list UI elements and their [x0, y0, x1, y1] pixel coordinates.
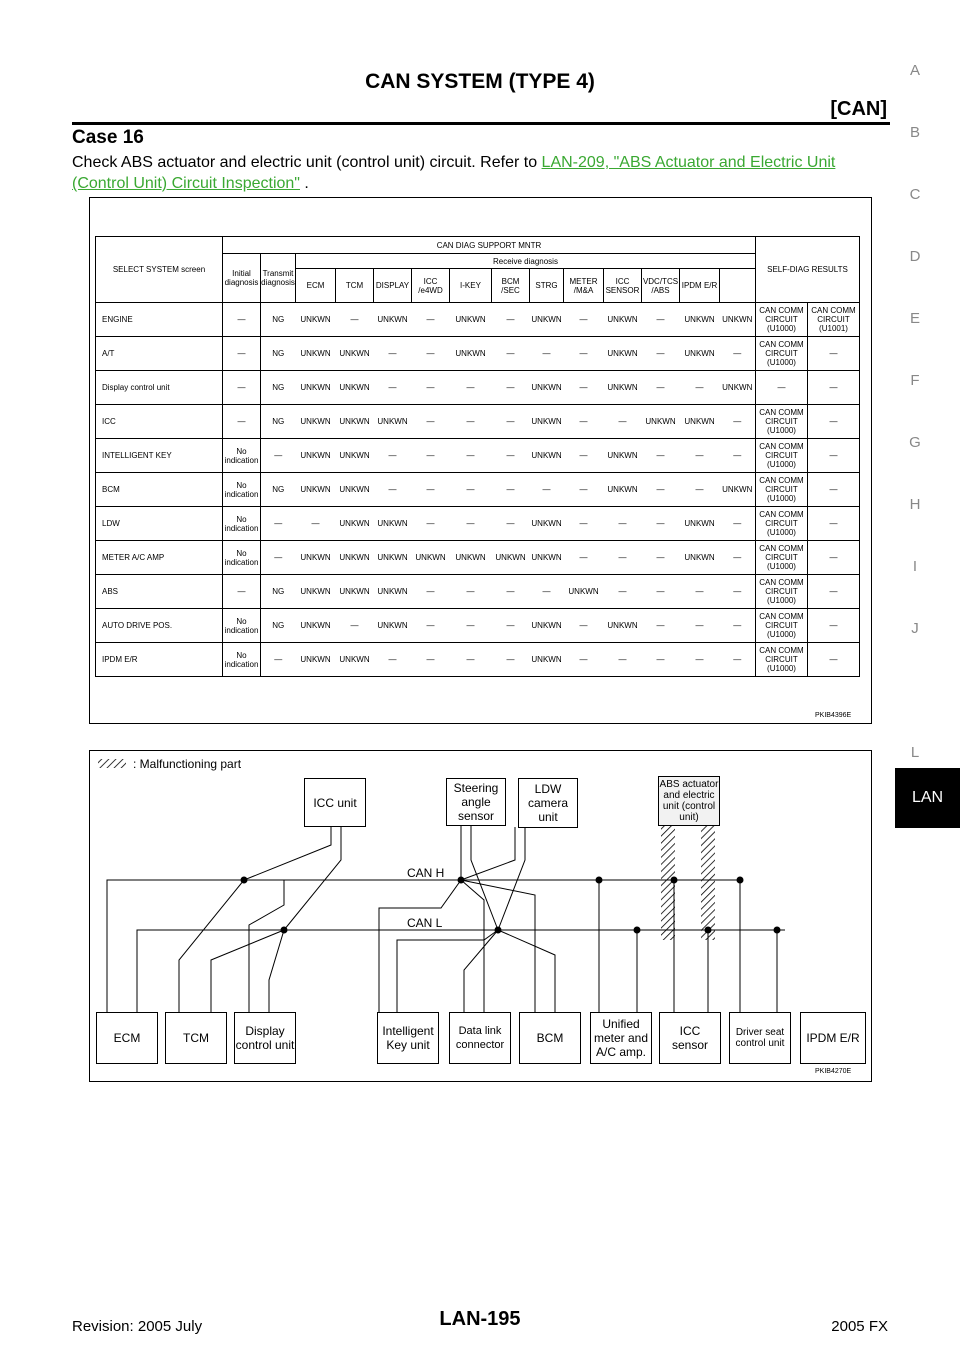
can-h-label: CAN H [407, 866, 445, 880]
diag-cell: — [642, 541, 680, 575]
self-diag-cell: CAN COMM CIRCUIT (U1001) [808, 303, 860, 337]
diag-cell: — [223, 337, 261, 371]
diag-cell: UNKWN [530, 405, 564, 439]
diag-cell: — [450, 473, 492, 507]
diag-cell: — [492, 439, 530, 473]
intro-before: Check ABS actuator and electric unit (control unit) circuit. Refer to [72, 154, 542, 171]
table-row [96, 405, 860, 439]
figure-code-diagram: PKIB4270E [815, 1068, 852, 1075]
index-tab-lan[interactable]: LAN [895, 768, 960, 828]
abs-wire-l-hatch [701, 820, 715, 940]
diag-cell: UNKWN [604, 439, 642, 473]
diag-cell: — [564, 643, 604, 677]
diag-cell: UNKWN [680, 507, 720, 541]
diag-cell: UNKWN [296, 541, 336, 575]
self-diag-cell: CAN COMM CIRCUIT (U1000) [756, 473, 808, 507]
diag-cell: — [412, 643, 450, 677]
legend-hatch-swatch [98, 759, 126, 768]
diag-cell: NG [261, 371, 296, 405]
diag-cell: — [412, 473, 450, 507]
diag-cell: UNKWN [530, 371, 564, 405]
diag-cell: — [261, 643, 296, 677]
diag-cell: — [374, 473, 412, 507]
diag-cell: — [680, 609, 720, 643]
diag-cell: NG [261, 609, 296, 643]
head-self-diag: SELF-DIAG RESULTS [756, 237, 860, 303]
diag-cell: UNKWN [530, 643, 564, 677]
row-system-name: IPDM E/R [96, 643, 223, 677]
receive-col-header: TCM [336, 269, 374, 303]
diag-cell: — [680, 371, 720, 405]
self-diag-cell: — [808, 337, 860, 371]
self-diag-cell: CAN COMM CIRCUIT (U1000) [756, 575, 808, 609]
diag-cell: — [642, 303, 680, 337]
diag-cell: UNKWN [336, 643, 374, 677]
diag-cell: — [604, 507, 642, 541]
diag-cell: — [412, 507, 450, 541]
diag-cell: — [492, 303, 530, 337]
diag-cell: UNKWN [296, 439, 336, 473]
junction-dot [705, 927, 712, 934]
diag-cell: — [412, 405, 450, 439]
diag-cell: — [564, 371, 604, 405]
wire-bcm-l [498, 930, 555, 1012]
diag-cell: — [642, 643, 680, 677]
wire-icc-l [284, 827, 341, 930]
diag-cell: UNKWN [296, 575, 336, 609]
diag-cell: — [720, 439, 756, 473]
head-support-monitor: CAN DIAG SUPPORT MNTR [223, 237, 756, 254]
diag-cell: — [530, 473, 564, 507]
diag-cell: — [450, 405, 492, 439]
unit-intelligent-key: Intelligent Key unit [377, 1012, 439, 1064]
index-letter-j[interactable]: J [911, 620, 919, 637]
diag-cell: — [374, 643, 412, 677]
diag-cell: — [564, 507, 604, 541]
head-initial-diagnosis: Initial diagnosis [223, 254, 261, 303]
unit-abs-actuator: ABS actuator and electric unit (control unit) [658, 776, 720, 826]
receive-col-header: STRG [530, 269, 564, 303]
diag-cell: UNKWN [450, 541, 492, 575]
footer-page-number: LAN-195 [439, 1308, 521, 1330]
junction-dot [281, 927, 288, 934]
diag-cell: — [223, 405, 261, 439]
receive-col-header: DISPLAY [374, 269, 412, 303]
diag-cell: UNKWN [336, 575, 374, 609]
section-label: [CAN] [830, 98, 887, 120]
self-diag-cell: — [808, 541, 860, 575]
diag-cell: — [720, 643, 756, 677]
self-diag-cell: — [808, 405, 860, 439]
junction-dot [634, 927, 641, 934]
receive-col-header: ECM [296, 269, 336, 303]
row-system-name: A/T [96, 337, 223, 371]
diag-cell: — [492, 575, 530, 609]
junction-dot [241, 877, 248, 884]
diag-cell: — [261, 541, 296, 575]
diag-cell: — [530, 337, 564, 371]
diag-cell: — [720, 337, 756, 371]
row-system-name: LDW [96, 507, 223, 541]
diag-cell: — [492, 371, 530, 405]
diag-cell: UNKWN [336, 541, 374, 575]
unit-icc: ICC unit [304, 778, 366, 827]
diag-cell: UNKWN [642, 405, 680, 439]
diag-cell: — [261, 507, 296, 541]
receive-col-header: IPDM E/R [680, 269, 720, 303]
diag-cell: — [492, 337, 530, 371]
self-diag-cell: — [756, 371, 808, 405]
intro-after: . [299, 175, 309, 192]
row-system-name: BCM [96, 473, 223, 507]
unit-ecm: ECM [96, 1012, 158, 1064]
page-title: CAN SYSTEM (TYPE 4) [365, 70, 595, 93]
diag-cell: — [642, 439, 680, 473]
diag-cell: — [680, 575, 720, 609]
diag-cell: — [223, 371, 261, 405]
diag-cell: — [374, 371, 412, 405]
diag-cell: — [412, 609, 450, 643]
case-title: Case 16 [72, 127, 144, 148]
diag-cell: — [564, 473, 604, 507]
diag-cell: — [680, 643, 720, 677]
self-diag-cell: — [808, 439, 860, 473]
diag-cell: NG [261, 473, 296, 507]
diag-cell: UNKWN [336, 405, 374, 439]
diag-cell: — [336, 303, 374, 337]
reference-link[interactable]: LAN-209, "ABS Actuator and Electric Unit (Control Unit) Circuit Inspection" [72, 154, 836, 192]
unit-tcm: TCM [165, 1012, 227, 1064]
diag-cell: — [720, 609, 756, 643]
diag-cell: — [530, 575, 564, 609]
diag-cell: — [642, 371, 680, 405]
table-row [96, 609, 860, 643]
index-letter-i[interactable]: I [912, 558, 918, 575]
diag-cell: — [564, 337, 604, 371]
diag-cell: — [374, 337, 412, 371]
wire-dlc-l [464, 930, 498, 1012]
diag-cell: — [720, 541, 756, 575]
diag-cell: — [642, 337, 680, 371]
diag-cell: UNKWN [412, 541, 450, 575]
head-select-system: SELECT SYSTEM screen [96, 237, 223, 303]
diag-cell: UNKWN [530, 609, 564, 643]
diag-cell: — [450, 439, 492, 473]
diag-cell: — [450, 643, 492, 677]
diag-cell: — [492, 405, 530, 439]
diag-cell: UNKWN [530, 439, 564, 473]
diag-cell: UNKWN [720, 473, 756, 507]
diag-cell: — [223, 303, 261, 337]
diag-cell: UNKWN [296, 643, 336, 677]
index-letter-f[interactable]: F [910, 372, 920, 389]
diag-cell: UNKWN [374, 303, 412, 337]
receive-col-header: VDC/TCS /ABS [642, 269, 680, 303]
diag-cell: — [604, 541, 642, 575]
wire-ikey-l [397, 930, 498, 1012]
table-row [96, 541, 860, 575]
diag-cell: UNKWN [680, 405, 720, 439]
diag-cell: — [564, 405, 604, 439]
junction-dot [458, 877, 465, 884]
diag-cell: UNKWN [604, 303, 642, 337]
self-diag-cell: CAN COMM CIRCUIT (U1000) [756, 541, 808, 575]
table-row [96, 303, 860, 337]
diag-cell: UNKWN [680, 337, 720, 371]
diag-cell: UNKWN [530, 507, 564, 541]
index-letter-h[interactable]: H [909, 496, 921, 513]
diag-cell: — [564, 439, 604, 473]
unit-display-control: Display control unit [234, 1012, 296, 1064]
intro-text [72, 152, 892, 194]
diag-cell: No indication [223, 609, 261, 643]
diag-cell: UNKWN [530, 303, 564, 337]
wire-bcm-h [461, 880, 535, 1012]
wire-tcm-l [211, 930, 284, 1012]
diag-cell: UNKWN [450, 337, 492, 371]
table-row [96, 439, 860, 473]
diag-cell: NG [261, 405, 296, 439]
diag-cell: — [604, 405, 642, 439]
index-letter-a[interactable]: A [909, 62, 920, 79]
receive-col-header: I-KEY [450, 269, 492, 303]
unit-driver-seat: Driver seat control unit [729, 1012, 791, 1064]
diag-cell: UNKWN [374, 575, 412, 609]
table-row [96, 643, 860, 677]
self-diag-cell: — [808, 643, 860, 677]
diag-cell: UNKWN [336, 371, 374, 405]
receive-col-header: METER /M&A [564, 269, 604, 303]
table-row [96, 371, 860, 405]
self-diag-cell: — [808, 473, 860, 507]
diag-cell: UNKWN [680, 541, 720, 575]
diag-cell: NG [261, 337, 296, 371]
self-diag-cell: CAN COMM CIRCUIT (U1000) [756, 303, 808, 337]
junction-dot [671, 877, 678, 884]
unit-steering-sensor: Steering angle sensor [446, 778, 506, 826]
diag-cell: — [680, 439, 720, 473]
diag-cell: UNKWN [336, 337, 374, 371]
diag-cell: — [412, 371, 450, 405]
diag-cell: UNKWN [564, 575, 604, 609]
receive-col-header: ICC SENSOR [604, 269, 642, 303]
junction-dot [495, 927, 502, 934]
diag-cell: UNKWN [374, 507, 412, 541]
footer-model: 2005 FX [831, 1318, 888, 1335]
diag-cell: — [604, 575, 642, 609]
diag-cell: UNKWN [296, 473, 336, 507]
diag-cell: — [720, 507, 756, 541]
diag-cell: — [261, 439, 296, 473]
receive-col-header: ICC /e4WD [412, 269, 450, 303]
header-rule [72, 122, 890, 125]
head-transmit-diagnosis: Transmit diagnosis [261, 254, 296, 303]
index-letter-l[interactable]: L [910, 744, 920, 761]
legend-text: : Malfunctioning part [133, 757, 242, 771]
index-letter-g[interactable]: G [909, 434, 921, 451]
diag-cell: — [564, 303, 604, 337]
diag-cell: — [450, 609, 492, 643]
diag-cell: — [642, 473, 680, 507]
diag-cell: — [492, 473, 530, 507]
row-system-name: ENGINE [96, 303, 223, 337]
wire-ikey-h [379, 880, 461, 1012]
can-l-label: CAN L [407, 916, 443, 930]
wire-ldw-h [461, 827, 515, 880]
unit-bcm: BCM [519, 1012, 581, 1064]
self-diag-cell: CAN COMM CIRCUIT (U1000) [756, 643, 808, 677]
diag-cell: — [642, 609, 680, 643]
self-diag-cell: CAN COMM CIRCUIT (U1000) [756, 405, 808, 439]
unit-icc-sensor: ICC sensor [659, 1012, 721, 1064]
diag-cell: UNKWN [530, 541, 564, 575]
diag-cell: UNKWN [604, 371, 642, 405]
diag-cell: — [412, 337, 450, 371]
row-system-name: AUTO DRIVE POS. [96, 609, 223, 643]
row-system-name: ICC [96, 405, 223, 439]
diag-cell: — [412, 439, 450, 473]
self-diag-cell: — [808, 575, 860, 609]
diag-cell: UNKWN [604, 473, 642, 507]
unit-unified-meter: Unified meter and A/C amp. [590, 1012, 652, 1064]
junction-dot [737, 877, 744, 884]
diag-cell: — [296, 507, 336, 541]
table-row [96, 473, 860, 507]
can-l-bus [137, 930, 785, 940]
index-letter-b[interactable]: B [909, 124, 920, 141]
diag-cell: — [374, 439, 412, 473]
diag-cell: UNKWN [374, 405, 412, 439]
row-system-name: INTELLIGENT KEY [96, 439, 223, 473]
self-diag-cell: CAN COMM CIRCUIT (U1000) [756, 507, 808, 541]
diag-cell: — [450, 507, 492, 541]
junction-dot [774, 927, 781, 934]
diag-cell: NG [261, 575, 296, 609]
diag-cell: — [492, 507, 530, 541]
diag-cell: — [492, 609, 530, 643]
index-letter-d[interactable]: D [909, 248, 921, 265]
diag-cell: UNKWN [336, 473, 374, 507]
diag-cell: No indication [223, 473, 261, 507]
diag-cell: UNKWN [296, 337, 336, 371]
diag-cell: UNKWN [296, 371, 336, 405]
self-diag-cell: — [808, 371, 860, 405]
self-diag-cell: CAN COMM CIRCUIT (U1000) [756, 609, 808, 643]
diag-cell: — [680, 473, 720, 507]
junction-dot [596, 877, 603, 884]
diag-cell: — [642, 575, 680, 609]
diag-cell: — [336, 609, 374, 643]
diag-cell: — [450, 371, 492, 405]
diag-cell: — [642, 507, 680, 541]
unit-ldw-camera: LDW camera unit [518, 778, 578, 828]
diag-cell: — [492, 643, 530, 677]
diag-cell: UNKWN [680, 303, 720, 337]
diag-cell: — [564, 609, 604, 643]
table-row [96, 575, 860, 609]
diag-cell: UNKWN [720, 371, 756, 405]
diag-cell: — [720, 575, 756, 609]
unit-ipdm: IPDM E/R [800, 1012, 866, 1064]
diag-cell: UNKWN [296, 609, 336, 643]
diag-cell: No indication [223, 507, 261, 541]
diag-cell: No indication [223, 439, 261, 473]
diag-cell: — [720, 405, 756, 439]
diag-cell: — [564, 541, 604, 575]
wire-ldw-l [498, 827, 525, 930]
diag-cell: UNKWN [374, 541, 412, 575]
diag-cell: UNKWN [450, 303, 492, 337]
wire-icc-h [244, 827, 331, 880]
diag-cell: UNKWN [296, 405, 336, 439]
diag-cell: NG [261, 303, 296, 337]
diag-cell: — [604, 643, 642, 677]
table-row [96, 337, 860, 371]
diag-cell: — [412, 303, 450, 337]
self-diag-cell: — [808, 609, 860, 643]
diag-cell: No indication [223, 643, 261, 677]
diag-cell: UNKWN [604, 337, 642, 371]
table-row [96, 507, 860, 541]
diag-cell: UNKWN [604, 609, 642, 643]
can-diag-table [95, 236, 860, 677]
diag-cell: — [450, 575, 492, 609]
row-system-name: METER A/C AMP [96, 541, 223, 575]
self-diag-cell: CAN COMM CIRCUIT (U1000) [756, 337, 808, 371]
self-diag-cell: — [808, 507, 860, 541]
unit-data-link-connector: Data link connector [449, 1012, 511, 1064]
diag-cell: UNKWN [374, 609, 412, 643]
receive-col-header: BCM /SEC [492, 269, 530, 303]
index-letter-e[interactable]: E [909, 310, 920, 327]
wire-display-l [269, 930, 284, 1012]
diag-cell: UNKWN [720, 303, 756, 337]
head-receive-diagnosis: Receive diagnosis [296, 254, 756, 269]
diag-cell: UNKWN [492, 541, 530, 575]
footer-revision: Revision: 2005 July [72, 1318, 203, 1335]
row-system-name: Display control unit [96, 371, 223, 405]
diag-cell: — [223, 575, 261, 609]
figure-code-table: PKIB4396E [815, 712, 852, 719]
index-letter-c[interactable]: C [909, 186, 921, 203]
diag-cell: UNKWN [336, 439, 374, 473]
side-index [890, 0, 960, 1358]
row-system-name: ABS [96, 575, 223, 609]
diag-cell: — [412, 575, 450, 609]
self-diag-cell: CAN COMM CIRCUIT (U1000) [756, 439, 808, 473]
diag-cell: UNKWN [296, 303, 336, 337]
diag-cell: UNKWN [336, 507, 374, 541]
diag-cell: No indication [223, 541, 261, 575]
